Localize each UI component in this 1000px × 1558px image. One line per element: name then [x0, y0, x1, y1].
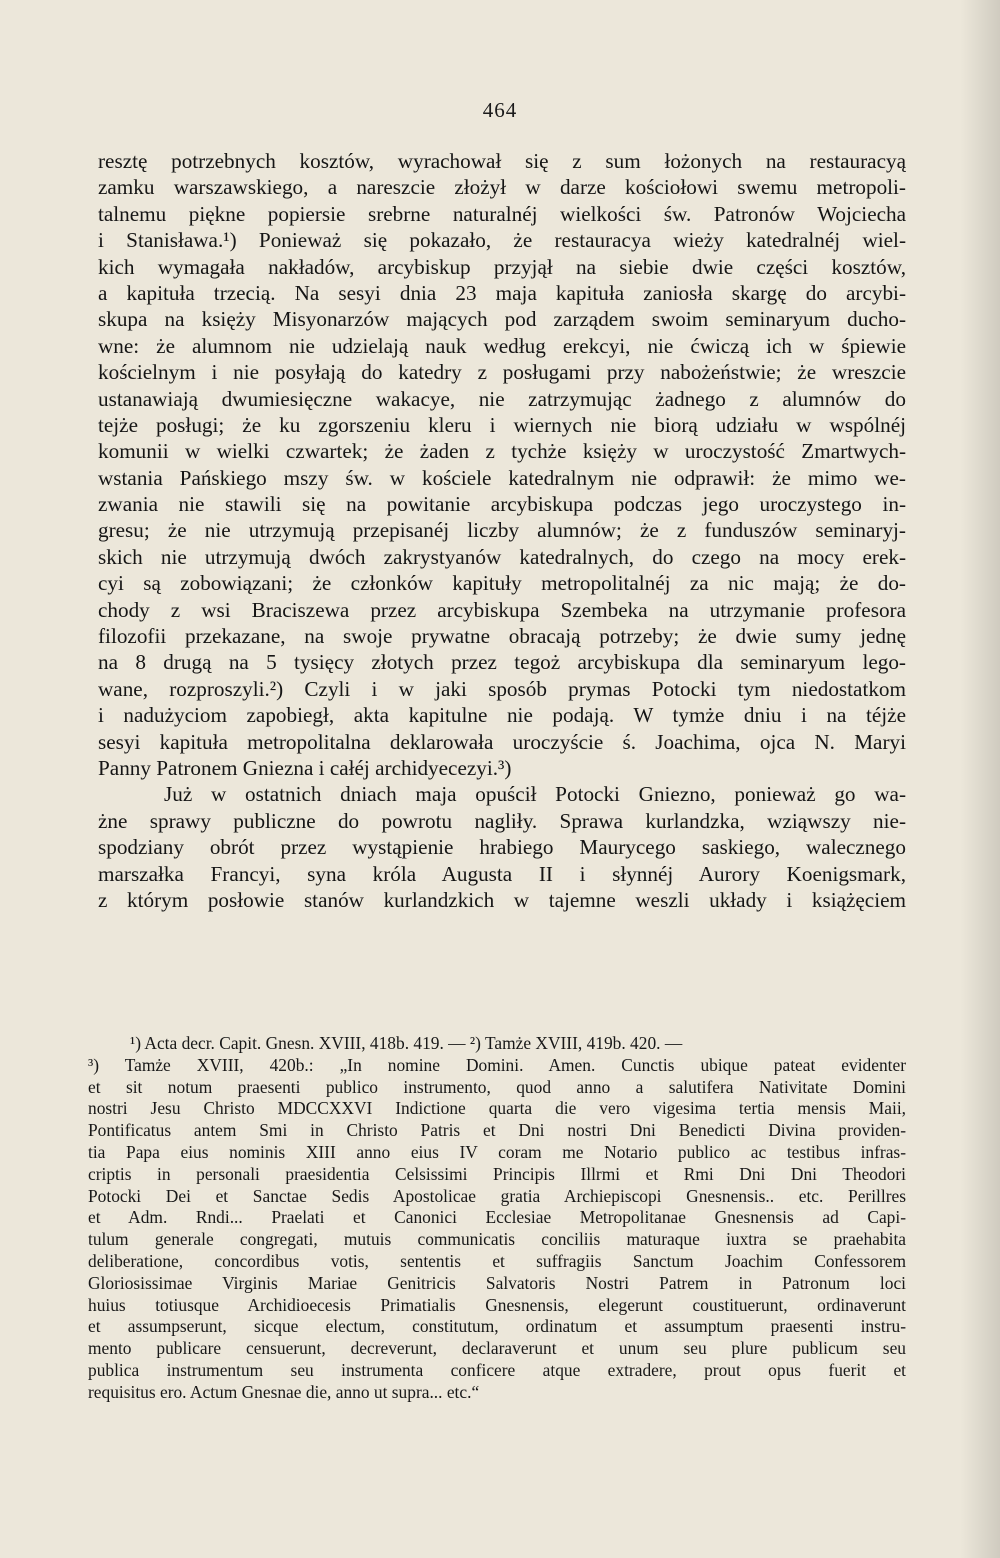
text-line: wane, rozproszyli.²) Czyli i w jaki sposób prymas Potocki tym niedostatkom [98, 676, 906, 701]
text-line: talnemu piękne popiersie srebrne naturalnéj wielkości św. Patronów Wojciecha [98, 201, 906, 226]
footnote-line: nostri Jesu Christo MDCCXXVI Indictione quarta die vero vigesima tertia mensis Maii, [88, 1098, 906, 1119]
text-line: chody z wsi Braciszewa przez arcybiskupa Szembeka na utrzymanie profesora [98, 597, 906, 622]
footnote-line: huius totiusque Archidioecesis Primatialis Gnesnensis, elegerunt coustituerunt, ordinaverunt [88, 1294, 906, 1315]
footnote-line: et assumpserunt, sicque electum, constitutum, ordinatum et assumptum praesenti instru- [88, 1316, 906, 1337]
text-line: tejże posługi; że ku zgorszeniu kleru i wiernych nie biorą udziału w wspólnéj [98, 412, 906, 437]
text-line: skupa na księży Misyonarzów mających pod zarządem swoim seminaryum ducho- [98, 307, 906, 332]
text-line: kościelnym i nie posyłają do katedry z posługami przy nabożeństwie; że wreszcie [98, 360, 906, 385]
text-line: wstania Pańskiego mszy św. w kościele katedralnym nie odprawił: że mimo we- [98, 465, 906, 490]
footnote-line: et sit notum praesenti publico instrumento, quod anno a salutifera Nativitate Domini [88, 1076, 906, 1097]
text-line: skich nie utrzymują dwóch zakrystyanów katedralnych, do czego na mocy erek- [98, 544, 906, 569]
text-line: spodziany obrót przez wystąpienie hrabiego Maurycego saskiego, walecznego [98, 835, 906, 860]
footnote-line: mento publicare censuerunt, decreverunt, declaraverunt et unum seu plure publicum seu [88, 1338, 906, 1359]
footnote-line: Potocki Dei et Sanctae Sedis Apostolicae gratia Archiepiscopi Gnesnensis.. etc. Perillres [88, 1185, 906, 1206]
text-line: zamku warszawskiego, a nareszcie złożył w darze kościołowi swemu metropoli- [98, 175, 906, 200]
footnote-line: tia Papa eius nominis XIII anno eius IV coram me Notario publico ac testibus infras- [88, 1141, 906, 1162]
page-number: 464 [482, 98, 518, 122]
text-line: zwania nie stawili się na powitanie arcybiskupa podczas jego uroczystego in- [98, 492, 906, 517]
footnote-line: ³) Tamże XVIII, 420b.: „In nomine Domini. Amen. Cunctis ubique pateat evidenter [88, 1054, 906, 1075]
main-text-block [98, 148, 906, 913]
footnote-line: requisitus ero. Actum Gnesnae die, anno ut supra... etc.“ [88, 1381, 480, 1402]
footnote-line: Gloriosissimae Virginis Mariae Genitricis Salvatoris Nostri Patrem in Patronum loci [88, 1272, 906, 1293]
footnote-line: criptis in personali praesidentia Celsissimi Principis Illrmi et Rmi Dni Dni Theodori [88, 1163, 906, 1184]
text-line: ustanawiają dwumiesięczne wakacye, nie zatrzymując żadnego z alumnów do [98, 386, 906, 411]
footnote-line: Pontificatus antem Smi in Christo Patris et Dni nostri Dni Benedicti Divina providen- [88, 1120, 906, 1141]
text-line: kich wymagała nakładów, arcybiskup przyjął na siebie dwie części kosztów, [98, 254, 906, 279]
text-line: sesyi kapituła metropolitalna deklarowała uroczyście ś. Joachima, ojca N. Maryi [98, 729, 906, 754]
text-line: a kapituła trzecią. Na sesyi dnia 23 maja kapituła zaniosła skargę do arcybi- [98, 280, 906, 305]
text-line: marszałka Francyi, syna króla Augusta II i słynnéj Aurory Koenigsmark, [98, 861, 906, 886]
footnote-line: et Adm. Rndi... Praelati et Canonici Ecclesiae Metropolitanae Gnesnensis ad Capi- [88, 1207, 906, 1228]
paragraph-start-line: Już w ostatnich dniach maja opuścił Potocki Gniezno, ponieważ go wa- [164, 782, 906, 807]
text-line: komunii w wielki czwartek; że żaden z tychże księży w uroczystość Zmartwych- [98, 439, 906, 464]
paragraph-end-line: Panny Patronem Gniezna i całéj archidyecezyi.³) [98, 755, 512, 780]
text-line: i nadużyciom zapobiegł, akta kapitulne nie podają. W tymże dniu i na téjże [98, 703, 906, 728]
text-line: i Stanisława.¹) Ponieważ się pokazało, że restauracya wieży katedralnéj wiel- [98, 228, 906, 253]
footnote-line: publica instrumentum seu instrumenta conficere atque extradere, prout opus fuerit et [88, 1359, 906, 1380]
footnotes-block [88, 1033, 906, 1404]
text-line: filozofii przekazane, na swoje prywatne obracają potrzeby; że dwie sumy jednę [98, 624, 906, 649]
footnote-line: ¹) Acta decr. Capit. Gnesn. XVIII, 418b. 419. — ²) Tamże XVIII, 419b. 420. — [130, 1033, 683, 1053]
text-line: gresu; że nie utrzymują przepisanéj liczby alumnów; że z funduszów seminaryj- [98, 518, 906, 543]
text-line: z którym posłowie stanów kurlandzkich w tajemne weszli układy i książęciem [98, 887, 906, 912]
page-edge-shadow [960, 0, 1000, 1558]
text-line: wne: że alumnom nie udzielają nauk według erekcyi, nie ćwiczą ich w śpiewie [98, 333, 906, 358]
text-line: na 8 drugą na 5 tysięcy złotych przez tegoż arcybiskupa dla seminaryum lego- [98, 650, 906, 675]
footnote-line: deliberatione, concordibus votis, sententis et suffragiis Sanctum Joachim Confessorem [88, 1250, 906, 1271]
footnote-line: tulum generale congregati, mutuis communicatis conciliis maturaque iuxtra se praehabita [88, 1229, 906, 1250]
text-line: resztę potrzebnych kosztów, wyrachował się z sum łożonych na restauracyą [98, 149, 906, 173]
text-line: żne sprawy publiczne do powrotu nagliły. Sprawa kurlandzka, wziąwszy nie- [98, 808, 906, 833]
text-line: cyi są zobowiązani; że członków kapituły metropolitalnéj za nic mają; że do- [98, 571, 906, 596]
